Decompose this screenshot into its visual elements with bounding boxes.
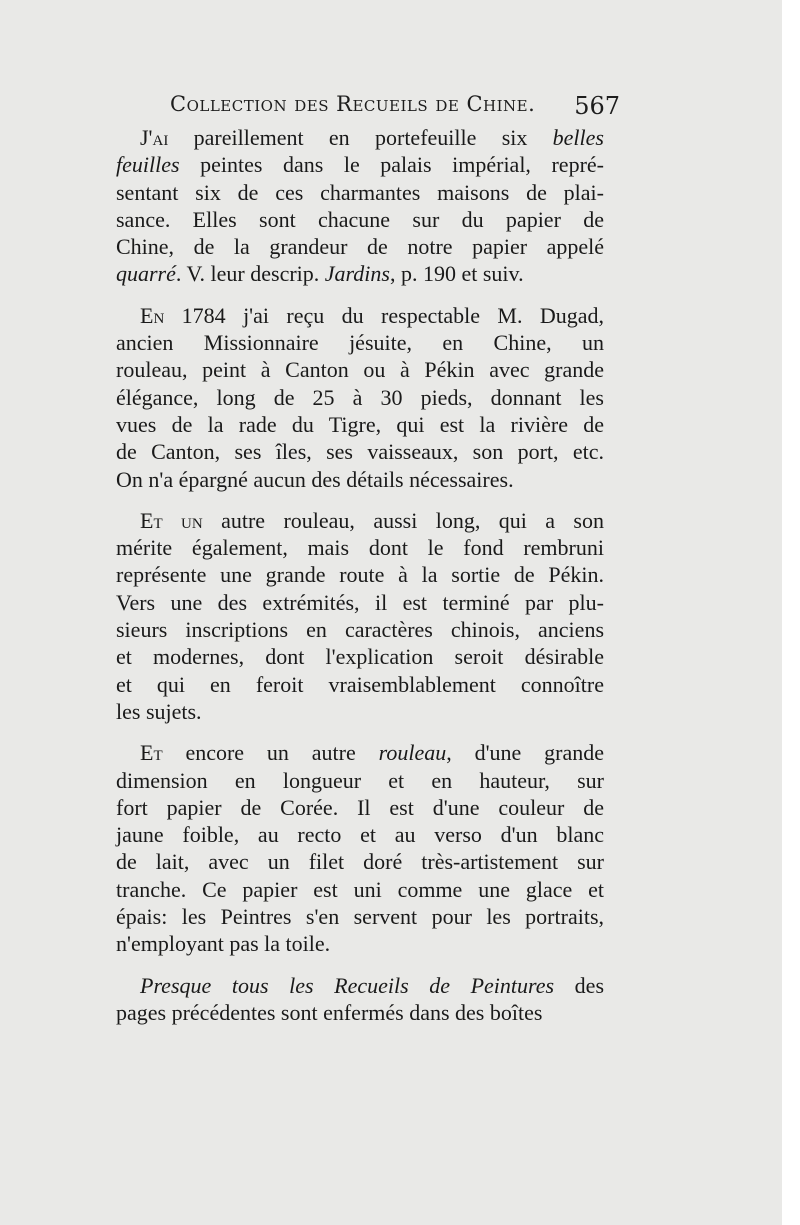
running-header	[170, 92, 620, 120]
text-run: vues de la rade du Tigre, qui est la rivière de	[116, 411, 604, 437]
text-run: élégance, long de 25 à 30 pieds, donnant les	[116, 384, 604, 410]
text-line	[116, 794, 604, 821]
text-run: sance. Elles sont chacune sur du papier de	[116, 206, 604, 232]
text-line	[116, 930, 604, 957]
text-line	[116, 698, 604, 725]
text-run: épais: les Peintres s'en servent pour les portraits,	[116, 904, 604, 930]
text-line	[116, 821, 604, 848]
text-run: , d'une grande	[446, 740, 604, 766]
text-line	[116, 848, 604, 875]
text-run: Vers une des extrémités, il est terminé par plu-	[116, 589, 604, 615]
text-line	[116, 260, 604, 287]
page-number: 567	[574, 92, 620, 120]
text-line	[116, 643, 604, 670]
running-title: Collection des Recueils de Chine.	[170, 92, 536, 116]
text-run: des	[554, 972, 605, 998]
italic-run: rouleau	[378, 740, 447, 766]
text-line	[116, 534, 604, 561]
text-line	[116, 411, 604, 438]
text-run: ancien Missionnaire jésuite, en Chine, un	[116, 330, 604, 356]
text-run: On n'a épargné aucun des détails nécessaires.	[116, 466, 514, 492]
text-run: pages précédentes sont enfermés dans des boîtes	[116, 999, 543, 1025]
text-line	[116, 767, 604, 794]
text-line	[116, 671, 604, 698]
small-caps-run: En	[140, 302, 165, 328]
italic-run: Presque tous les Recueils de Peintures	[140, 972, 555, 998]
text-line	[116, 616, 604, 643]
text-run: de Canton, ses îles, ses vaisseaux, son port, etc.	[116, 439, 604, 465]
text-line	[116, 972, 604, 999]
text-run: jaune foible, au recto et au verso d'un blanc	[116, 822, 604, 848]
text-run: encore un autre	[162, 740, 379, 766]
italic-run: belles	[552, 125, 604, 150]
small-caps-run: J'ai	[140, 125, 169, 150]
text-line	[116, 876, 604, 903]
body-text	[116, 124, 604, 1040]
paragraph	[116, 972, 604, 1027]
paragraph	[116, 739, 604, 957]
text-line	[116, 233, 604, 260]
italic-run: Jardins	[324, 261, 390, 287]
text-run: n'employant pas la toile.	[116, 931, 331, 957]
text-line	[116, 302, 604, 329]
text-line	[116, 179, 604, 206]
text-line	[116, 999, 604, 1026]
text-run: tranche. Ce papier est uni comme une glace et	[116, 876, 604, 902]
text-run: Chine, de la grandeur de notre papier appelé	[116, 234, 604, 260]
text-run: rouleau, peint à Canton ou à Pékin avec grande	[116, 357, 604, 383]
text-line	[116, 739, 604, 766]
text-run: pareillement en portefeuille six	[168, 125, 553, 150]
text-run: sentant six de ces charmantes maisons de plai-	[116, 179, 604, 205]
small-caps-run: Et	[140, 740, 163, 766]
text-line	[116, 589, 604, 616]
text-run: autre rouleau, aussi long, qui a son	[202, 507, 604, 533]
text-line	[116, 151, 604, 178]
paragraph	[116, 302, 604, 493]
page-edge	[782, 0, 800, 1225]
text-run: représente une grande route à la sortie de Pékin.	[116, 562, 604, 588]
text-line	[116, 561, 604, 588]
text-line	[116, 206, 604, 233]
text-line	[116, 438, 604, 465]
text-run: , p. 190 et suiv.	[389, 261, 524, 287]
text-run: 1784 j'ai reçu du respectable M. Dugad,	[164, 302, 604, 328]
small-caps-run: Et un	[140, 507, 203, 533]
paragraph	[116, 124, 604, 288]
text-line	[116, 903, 604, 930]
text-run: dimension en longueur et en hauteur, sur	[116, 767, 604, 793]
text-run: fort papier de Corée. Il est d'une couleur de	[116, 794, 604, 820]
text-line	[116, 466, 604, 493]
text-run: mérite également, mais dont le fond rembruni	[116, 535, 604, 561]
text-line	[116, 329, 604, 356]
text-run: sieurs inscriptions en caractères chinois, anciens	[116, 617, 604, 643]
text-line	[116, 507, 604, 534]
text-line	[116, 384, 604, 411]
text-run: les sujets.	[116, 698, 202, 724]
text-run: peintes dans le palais impérial, repré-	[179, 152, 604, 178]
italic-run: feuilles	[116, 152, 180, 178]
text-run: . V. leur descrip.	[175, 261, 325, 287]
paragraph	[116, 507, 604, 725]
italic-run: quarré	[116, 261, 176, 287]
text-line	[116, 124, 604, 151]
text-run: et qui en feroit vraisemblablement connoître	[116, 671, 604, 697]
text-run: de lait, avec un filet doré très-artistement sur	[116, 849, 604, 875]
text-run: et modernes, dont l'explication seroit désirable	[116, 644, 604, 670]
text-line	[116, 356, 604, 383]
